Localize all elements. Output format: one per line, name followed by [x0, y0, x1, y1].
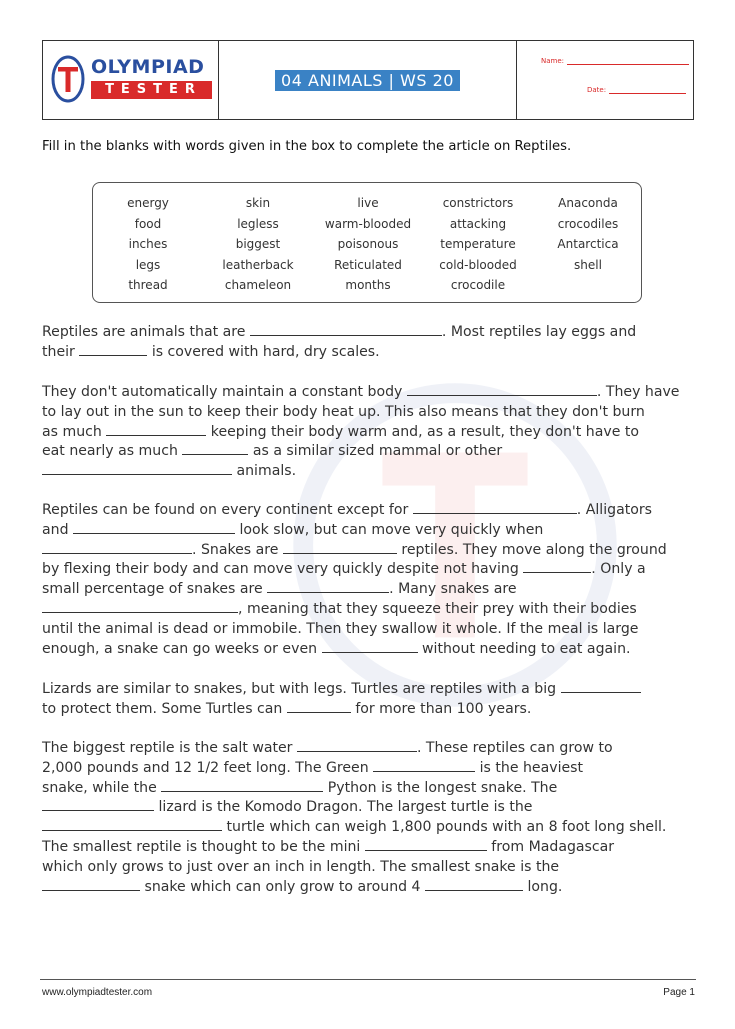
text: is covered with hard, dry scales. [151, 343, 380, 360]
word-row [93, 275, 641, 295]
text-line [42, 700, 702, 720]
text: , meaning that they squeeze their prey with their bodies [238, 600, 637, 617]
word-item: Antarctica [557, 237, 619, 251]
text-line [42, 442, 702, 462]
blank-field[interactable] [267, 580, 389, 593]
word-item: months [345, 278, 391, 292]
text: which only grows to just over an inch in length. The smallest snake is the [42, 858, 560, 875]
date-label: Date: [587, 86, 607, 94]
text: is the heaviest [479, 759, 584, 776]
text: keeping their body warm and, as a result, they don't have to [210, 423, 640, 440]
word-item: legless [237, 216, 279, 231]
blank-field[interactable] [425, 878, 523, 891]
text-line [42, 600, 702, 620]
blank-field[interactable] [407, 383, 597, 396]
footer-url[interactable]: www.olympiadtester.com [42, 987, 153, 998]
word-row [93, 255, 641, 275]
word-row [93, 214, 641, 234]
blank-field[interactable] [42, 878, 140, 891]
text: snake which can only grow to around 4 [144, 878, 421, 895]
text: as a similar sized mammal or other [252, 443, 503, 460]
text-line [42, 423, 702, 443]
text-line [42, 798, 702, 818]
page-number: Page 1 [663, 987, 695, 998]
text: Lizards are similar to snakes, but with legs. Turtles are reptiles with a big [42, 681, 557, 697]
word-item: food [134, 216, 162, 231]
word-row [93, 193, 641, 213]
worksheet-header [42, 40, 694, 120]
text: . They have [596, 384, 680, 400]
word-item: live [357, 196, 379, 210]
logo-cell [43, 41, 219, 119]
text: Reptiles are animals that are [42, 324, 246, 340]
word-item: legs [135, 257, 161, 272]
blank-field[interactable] [523, 560, 591, 573]
text: look slow, but can move very quickly when [239, 521, 544, 538]
text-line [42, 383, 702, 403]
name-label: Name: [541, 57, 565, 65]
blank-field[interactable] [283, 541, 397, 554]
word-item: biggest [235, 237, 281, 251]
text: . Snakes are [192, 541, 279, 558]
text: to lay out in the sun to keep their body heat up. This also means that they don't burn [42, 403, 645, 420]
blank-field[interactable] [322, 640, 418, 653]
text: Reptiles can be found on every continent except for [42, 502, 409, 518]
blank-field[interactable] [297, 739, 417, 752]
word-item: inches [128, 237, 168, 251]
paragraph-5 [42, 739, 702, 897]
text-line [42, 560, 702, 580]
text: Python is the longest snake. The [327, 779, 558, 796]
blank-field[interactable] [42, 462, 232, 475]
text: . Alligators [576, 502, 652, 518]
text: long. [527, 878, 563, 895]
blank-field[interactable] [161, 779, 323, 792]
text-line [42, 838, 702, 858]
text-line [42, 501, 702, 521]
text: . These reptiles can grow to [416, 740, 613, 756]
text-line [42, 640, 702, 660]
word-row [93, 234, 641, 254]
paragraph-4 [42, 680, 702, 720]
text: . Most reptiles lay eggs and [441, 324, 637, 340]
word-item: crocodile [450, 278, 506, 292]
text: from Madagascar [491, 838, 615, 855]
word-item: crocodiles [557, 216, 619, 231]
text-line [42, 680, 702, 700]
text: The biggest reptile is the salt water [42, 740, 293, 756]
logo-text-bottom: TESTER [91, 81, 212, 99]
logo-text-top: OLYMPIAD [91, 56, 205, 78]
word-item: skin [245, 196, 271, 210]
name-field[interactable] [541, 57, 689, 65]
text: for more than 100 years. [355, 700, 532, 717]
text-line [42, 343, 702, 363]
paragraph-2 [42, 383, 702, 482]
blank-field[interactable] [413, 501, 577, 514]
text: snake, while the [42, 779, 157, 796]
text: by flexing their body and can move very quickly despite not having [42, 561, 519, 578]
blank-field[interactable] [106, 423, 206, 436]
text-line [42, 779, 702, 799]
text: lizard is the Komodo Dragon. The largest turtle is the [158, 799, 533, 816]
text: small percentage of snakes are [42, 581, 263, 598]
text: enough, a snake can go weeks or even [42, 640, 318, 657]
text-line [42, 323, 702, 343]
word-item: leatherback [222, 257, 294, 272]
text: . Many snakes are [389, 581, 517, 598]
text: 2,000 pounds and 12 1/2 feet long. The Green [42, 759, 369, 776]
text: and [42, 521, 69, 538]
blank-field[interactable] [250, 323, 442, 336]
word-item: cold-blooded [439, 257, 517, 272]
blank-field[interactable] [73, 521, 235, 534]
text: The smallest reptile is thought to be the mini [42, 838, 361, 855]
blank-field[interactable] [365, 838, 487, 851]
word-item: temperature [440, 237, 516, 251]
text: turtle which can weigh 1,800 pounds with an 8 foot long shell. [226, 819, 667, 836]
text: until the animal is dead or immobile. Then they swallow it whole. If the meal is large [42, 620, 639, 637]
worksheet-title: 04 ANIMALS | WS 20 [275, 70, 460, 91]
text: animals. [236, 463, 297, 480]
blank-field[interactable] [42, 541, 192, 554]
date-field[interactable] [587, 86, 686, 94]
text-line [42, 759, 702, 779]
word-item: constrictors [442, 196, 514, 210]
text: They don't automatically maintain a constant body [42, 384, 403, 400]
word-item: chameleon [224, 278, 292, 292]
text-line [42, 878, 702, 898]
text: to protect them. Some Turtles can [42, 700, 283, 717]
text: eat nearly as much [42, 443, 178, 460]
word-item: attacking [449, 216, 507, 231]
paragraph-3 [42, 501, 702, 659]
blank-field[interactable] [79, 343, 147, 356]
word-item: thread [128, 278, 168, 292]
word-item: Reticulated [334, 257, 402, 272]
blank-field[interactable] [561, 680, 641, 693]
footer-divider [40, 979, 696, 980]
blank-field[interactable] [42, 798, 154, 811]
word-item: warm-blooded [324, 216, 412, 231]
title-cell [219, 41, 517, 119]
name-date-cell [517, 41, 693, 119]
instructions: Fill in the blanks with words given in the box to complete the article on Reptiles. [42, 139, 572, 154]
text: without needing to eat again. [422, 640, 631, 657]
blank-field[interactable] [182, 442, 248, 455]
text-line [42, 818, 702, 838]
text: . Only a [591, 561, 646, 578]
text-line [42, 521, 702, 541]
text-line [42, 403, 702, 423]
word-box [92, 182, 642, 303]
olympiad-logo-icon [51, 54, 85, 104]
text-line [42, 858, 702, 878]
date-line[interactable] [609, 93, 686, 94]
blank-field[interactable] [42, 600, 238, 613]
word-item: poisonous [337, 237, 399, 251]
name-line[interactable] [567, 64, 689, 65]
word-item: energy [127, 196, 169, 210]
text-line [42, 541, 702, 561]
text-line [42, 462, 702, 482]
text: as much [42, 423, 102, 440]
text: reptiles. They move along the ground [401, 541, 667, 558]
text-line [42, 580, 702, 600]
blank-field[interactable] [287, 700, 351, 713]
blank-field[interactable] [42, 818, 222, 831]
text: their [42, 343, 75, 360]
text-line [42, 739, 702, 759]
word-item: shell [574, 257, 602, 272]
paragraph-1 [42, 323, 702, 363]
blank-field[interactable] [373, 759, 475, 772]
word-item: Anaconda [558, 196, 618, 210]
text-line [42, 620, 702, 640]
